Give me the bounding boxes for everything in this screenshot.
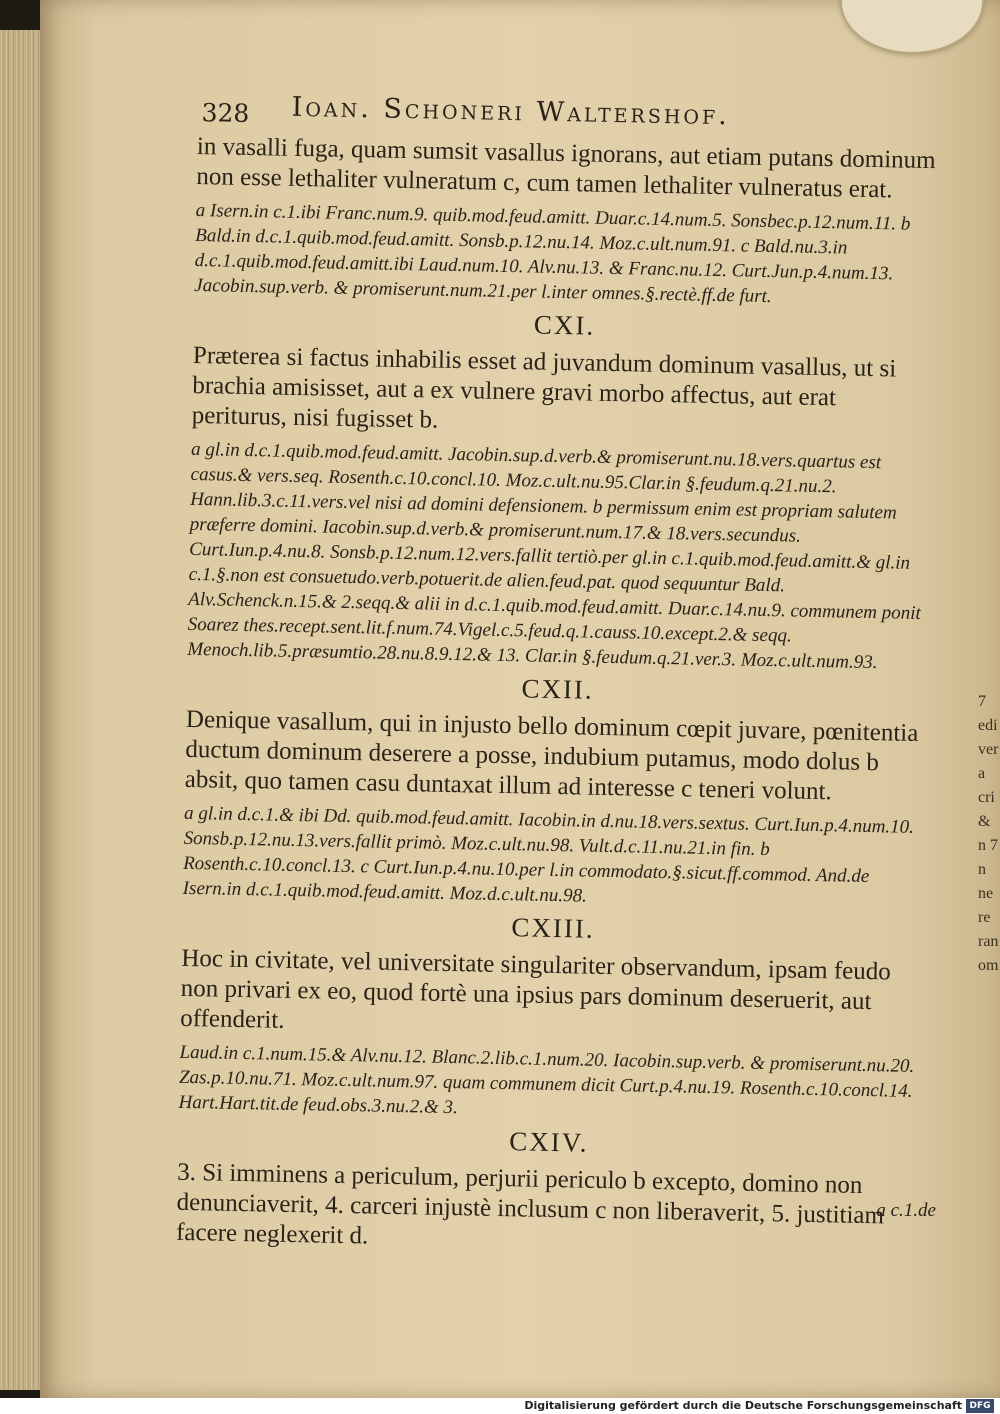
catchword: a c.1.de [876, 1200, 936, 1221]
page-number: 328 [201, 98, 250, 128]
footnote-block-1: a Isern.in c.1.ibi Franc.num.9. quib.mod.feud.amitt. Duar.c.14.num.5. Sonsbec.p.12.num.11. b Bald.in d.c.1.quib.mod.feud.amitt. Sonsb.p.12.nu.14. Moz.c.ult.num.91. c Bald.nu.3.in d.c.1.quib.mod.feud.amitt.ibi Laud.num.10. Alv.nu.13. & Franc.nu.12. Curt.Jun.p.4.num.13. Jacobin.sup.verb. & promiserunt.num.21.per l.inter omnes.§.rectè.ff.de furt. [194, 199, 911, 308]
section-number-cxiii: CXIII. [511, 912, 595, 944]
section-number-cxii: CXII. [521, 673, 595, 705]
footer-credit: Digitalisierung gefördert durch die Deutsche Forschungsgemeinschaft [524, 1399, 962, 1412]
paragraph-2: Præterea si factus inhabilis esset ad juvandum dominum vasallus, ut si brachia amisisset, aut a ex vulnere gravi morbo affectus, aut erat periturus, nisi fugisset b. [191, 341, 897, 434]
footnote-block-3: a gl.in d.c.1.& ibi Dd. quib.mod.feud.amitt. Iacobin.in d.nu.18.vers.sextus. Curt.Iun.p.4.num.10. Sonsb.p.12.nu.13.vers.fallit primò. Moz.c.ult.nu.98. Vult.d.c.11.nu.21.in fin. b Rosenth.c.10.concl.13. c Curt.Iun.p.4.nu.10.per l.in commodato.§.sicut.ff.commod. And.de Isern.in d.c.1.quib.mod.feud.amitt. Moz.d.c.ult.nu.98. [182, 802, 915, 907]
section-number-cxi: CXI. [533, 309, 596, 341]
paragraph-4: Hoc in civitate, vel universitate singulariter observandum, ipsam feudo non privari ex eo, quod fortè una ipsius pars dominum deseruerit, aut offenderit. [179, 944, 892, 1034]
paragraph-1: in vasalli fuga, quam sumsit vasallus ignorans, aut etiam putans dominum non esse lethaliter vulneratum c, cum tamen lethaliter vulneratus erat. [196, 132, 936, 204]
dfg-logo-icon: DFG [966, 1399, 994, 1413]
facing-page-bleed: 7 edi ver a cri & n 7 n ne re ran om [978, 693, 999, 974]
footnote-block-2: a gl.in d.c.1.quib.mod.feud.amitt. Jacobin.sup.d.verb.& promiserunt.nu.18.vers.quartus est casus.& vers.seq. Rosenth.c.10.concl.10. Moz.c.ult.nu.95.Clar.in §.feudum.q.21.nu.2. Hann.lib.3.c.11.vers.vel nisi ad domini defensionem. b permissum enim est propriam salutem præferre domini. Iacobin.sup.d.verb.& promiserunt.num.17.& 18.vers.secundus. Curt.Iun.p.4.nu.8. Sonsb.p.12.num.12.vers.fallit tertiò.per gl.in c.1.quib.mod.feud.amitt.& gl.in c.1.§.non est consuetudo.verb.potuerit.de alien.feud.pat. quod sequuntur Bald. Alv.Schenck.n.15.& 2.seqq.& alii in d.c.1.quib.mod.feud.amitt. Duar.c.14.nu.9. communem ponit Soarez thes.recept.sent.lit.f.num.74.Vigel.c.5.feud.q.1.causs.10.except.2.& seqq. Menoch.lib.5.præsumtio.28.nu.8.9.12.& 13. Clar.in §.feudum.q.21.ver.3. Moz.c.ult.num.93. [187, 438, 921, 674]
footer-bar [0, 1398, 1000, 1414]
footnote-block-4: Laud.in c.1.num.15.& Alv.nu.12. Blanc.2.lib.c.1.num.20. Iacobin.sup.verb. & promiserunt.nu.20. Zas.p.10.nu.71. Moz.c.ult.num.97. quam communem dicit Curt.p.4.nu.19. Rosenth.c.10.concl.14. Hart.Hart.tit.de feud.obs.3.nu.2.& 3. [178, 1041, 915, 1119]
page-content [176, 92, 940, 1262]
section-number-cxiv: CXIV. [508, 1126, 589, 1158]
paragraph-5: 3. Si imminens a periculum, perjurii periculo b excepto, domino non denunciaverit, 4. carceri injustè inclusum c non liberaverit, 5. justitiam facere neglexerit d. [175, 1158, 885, 1250]
running-head: Ioan. Schoneri Waltershof. [291, 91, 731, 132]
paper-tab [840, 0, 984, 54]
paragraph-3: Denique vasallum, qui in injusto bello dominum cœpit juvare, pœnitentia ductum dominum deserere a posse, indubium putamus, modo dolus b absit, quo tamen casu duntaxat illum ad interesse c teneri volunt. [184, 705, 919, 806]
